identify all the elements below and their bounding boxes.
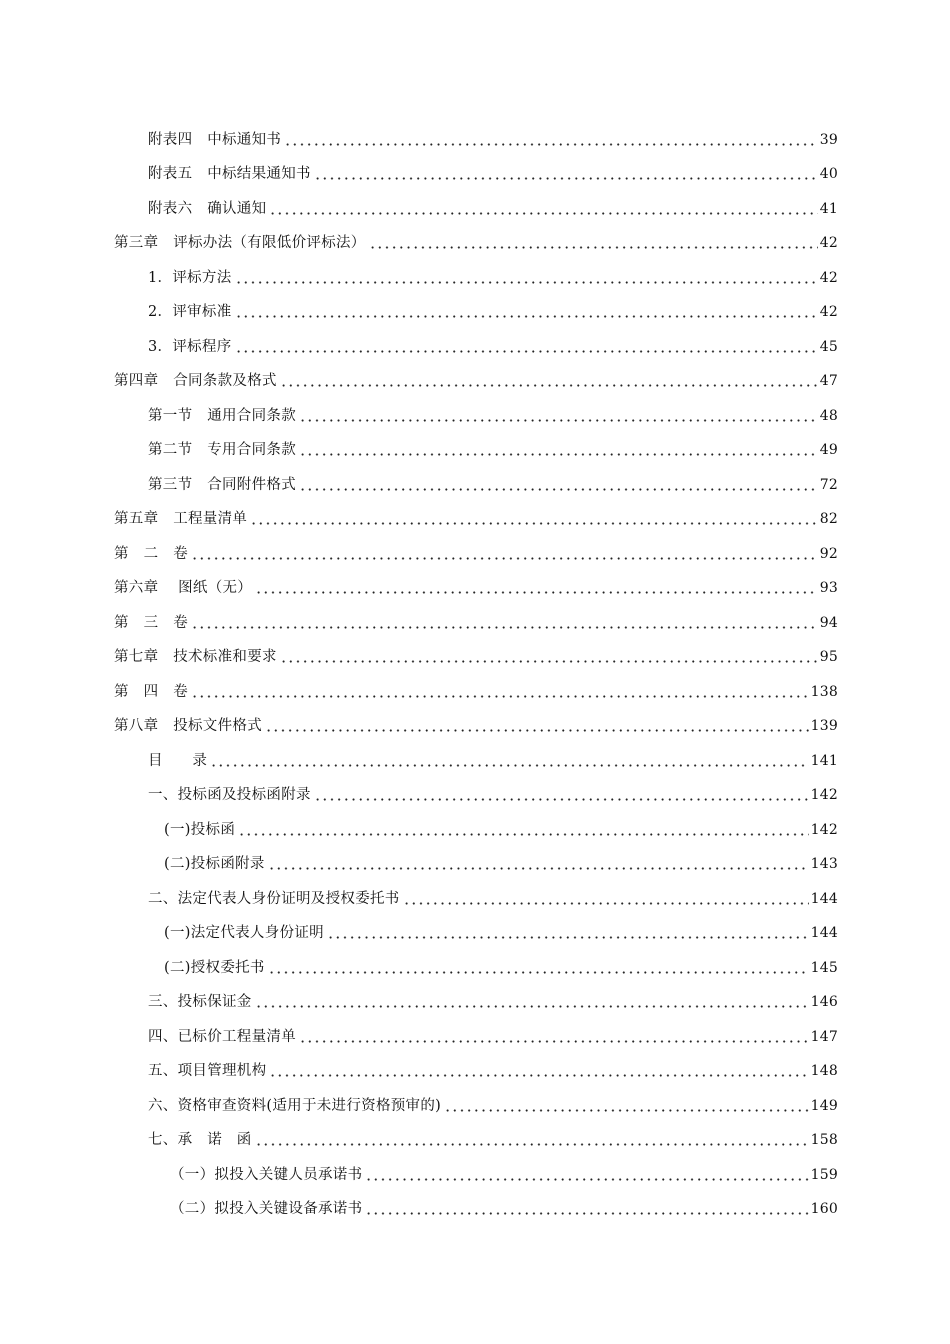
toc-page-number: 142 [810,787,838,803]
toc-page-number: 148 [810,1063,838,1079]
toc-entry[interactable] [148,1021,838,1047]
toc-page-number: 39 [819,132,838,148]
toc-entry-title: 附表五 中标结果通知书 [148,166,311,182]
toc-dot-leader [280,384,818,387]
toc-entry-title: 3．评标程序 [148,339,232,355]
toc-entry-title: 五、项目管理机构 [148,1063,267,1079]
toc-page-number: 144 [810,925,838,941]
toc-entry[interactable] [148,262,838,288]
toc-entry-title: 2．评审标准 [148,304,232,320]
toc-entry-title: (一)投标函 [164,822,236,838]
toc-page-number: 42 [819,235,838,251]
toc-dot-leader [269,212,817,215]
toc-entry[interactable] [148,469,838,495]
toc-page-number: 40 [819,166,838,182]
toc-page-number: 47 [819,373,838,389]
toc-entry-title: 第 二 卷 [114,546,188,562]
toc-entry-title: 第六章 图纸（无） [114,580,253,596]
toc-entry-title: 一、投标函及投标函附录 [148,787,311,803]
toc-page-number: 93 [819,580,838,596]
toc-page-number: 160 [810,1201,838,1217]
toc-dot-leader [299,488,818,491]
toc-page-number: 95 [819,649,838,665]
toc-entry[interactable] [170,1159,838,1185]
toc-entry-title: 七、承 诺 函 [148,1132,252,1148]
toc-entry[interactable] [164,952,838,978]
toc-dot-leader [269,1074,808,1077]
toc-entry-title: 1．评标方法 [148,270,232,286]
toc-entry-title: 第 三 卷 [114,615,188,631]
toc-entry[interactable] [164,848,838,874]
toc-entry[interactable] [148,124,838,150]
toc-dot-leader [250,522,818,525]
toc-entry-title: 三、投标保证金 [148,994,252,1010]
toc-entry[interactable] [114,710,838,736]
toc-page-number: 72 [819,477,838,493]
toc-entry-title: 第二节 专用合同条款 [148,442,296,458]
toc-page-number: 146 [810,994,838,1010]
toc-entry-title: 二、法定代表人身份证明及授权委托书 [148,891,400,907]
toc-entry[interactable] [148,883,838,909]
toc-page-number: 143 [810,856,838,872]
toc-entry-title: 四、已标价工程量清单 [148,1029,296,1045]
toc-dot-leader [369,246,818,249]
toc-page-number: 82 [819,511,838,527]
toc-entry-title: (二)投标函附录 [164,856,265,872]
toc-dot-leader [327,936,809,939]
toc-dot-leader [235,281,818,284]
toc-dot-leader [191,626,818,629]
toc-entry-title: 附表六 确认通知 [148,201,267,217]
toc-dot-leader [314,177,818,180]
toc-entry[interactable] [114,607,838,633]
toc-entry-title: 第三节 合同附件格式 [148,477,296,493]
toc-page-number: 142 [810,822,838,838]
toc-page-number: 144 [810,891,838,907]
toc-page-number: 141 [810,753,838,769]
toc-page-number: 94 [819,615,838,631]
toc-page-number: 48 [819,408,838,424]
toc-page-number: 139 [810,718,838,734]
toc-entry-title: （一）拟投入关键人员承诺书 [170,1167,363,1183]
toc-entry-title: 目 录 [148,753,208,769]
toc-entry[interactable] [148,1124,838,1150]
toc-entry[interactable] [148,1055,838,1081]
toc-entry[interactable] [148,158,838,184]
toc-entry[interactable] [148,434,838,460]
toc-page-number: 45 [819,339,838,355]
toc-entry[interactable] [114,572,838,598]
toc-dot-leader [238,833,809,836]
toc-entry[interactable] [164,917,838,943]
toc-dot-leader [299,419,818,422]
toc-entry[interactable] [170,1193,838,1219]
toc-dot-leader [314,798,809,801]
toc-dot-leader [255,1005,809,1008]
toc-page-number: 41 [819,201,838,217]
toc-entry[interactable] [148,745,838,771]
toc-dot-leader [403,902,809,905]
toc-dot-leader [265,729,809,732]
toc-dot-leader [191,557,818,560]
toc-entry[interactable] [148,1090,838,1116]
toc-page-number: 147 [810,1029,838,1045]
toc-entry[interactable] [148,193,838,219]
toc-dot-leader [235,315,818,318]
toc-entry[interactable] [114,676,838,702]
toc-dot-leader [210,764,808,767]
toc-page-number: 158 [810,1132,838,1148]
toc-dot-leader [255,1143,809,1146]
toc-page-number: 92 [819,546,838,562]
toc-dot-leader [365,1212,808,1215]
toc-entry-title: 第四章 合同条款及格式 [114,373,277,389]
toc-page-number: 42 [819,304,838,320]
toc-entry-title: 六、资格审查资料(适用于未进行资格预审的) [148,1098,442,1114]
toc-dot-leader [299,453,818,456]
toc-page-number: 149 [810,1098,838,1114]
toc-dot-leader [268,867,809,870]
toc-entry-title: 第三章 评标办法（有限低价评标法） [114,235,366,251]
toc-dot-leader [299,1040,809,1043]
toc-entry[interactable] [148,400,838,426]
toc-entry-title: 第八章 投标文件格式 [114,718,262,734]
toc-entry-title: 第 四 卷 [114,684,188,700]
toc-entry[interactable] [164,814,838,840]
toc-entry[interactable] [114,538,838,564]
toc-dot-leader [268,971,809,974]
toc-entry[interactable] [114,641,838,667]
toc-page-number: 42 [819,270,838,286]
toc-page-number: 159 [810,1167,838,1183]
toc-entry-title: （二）拟投入关键设备承诺书 [170,1201,363,1217]
toc-entry[interactable] [148,986,838,1012]
toc-dot-leader [365,1178,808,1181]
toc-entry[interactable] [148,331,838,357]
toc-entry[interactable] [148,296,838,322]
toc-dot-leader [284,143,818,146]
toc-dot-leader [255,591,818,594]
toc-entry[interactable] [114,365,838,391]
toc-page-number: 49 [819,442,838,458]
toc-page-number: 138 [810,684,838,700]
toc-entry[interactable] [114,503,838,529]
toc-entry-title: 第七章 技术标准和要求 [114,649,277,665]
toc-dot-leader [235,350,818,353]
toc-dot-leader [444,1109,809,1112]
toc-entry-title: 第一节 通用合同条款 [148,408,296,424]
toc-dot-leader [280,660,818,663]
toc-dot-leader [191,695,809,698]
toc-entry-title: (一)法定代表人身份证明 [164,925,324,941]
toc-page-number: 145 [810,960,838,976]
toc-entry-title: 第五章 工程量清单 [114,511,248,527]
toc-entry-title: (二)授权委托书 [164,960,265,976]
toc-entry[interactable] [148,779,838,805]
toc-entry-title: 附表四 中标通知书 [148,132,282,148]
toc-entry[interactable] [114,227,838,253]
